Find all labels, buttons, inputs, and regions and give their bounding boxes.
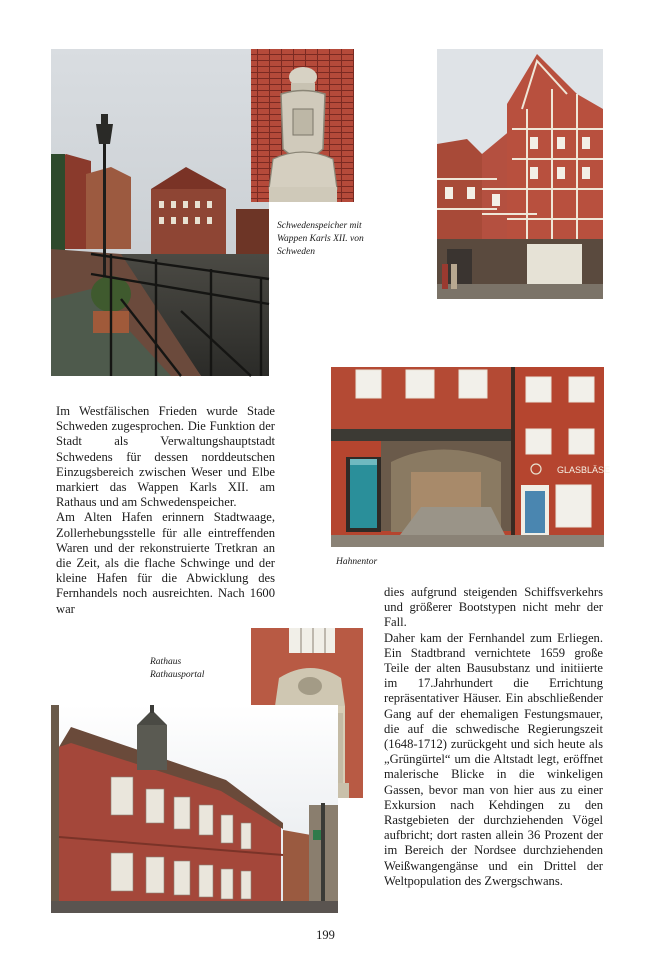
caption-schwedenspeicher: Schwedenspeicher mit Wappen Karls XII. von Schweden: [277, 221, 364, 257]
photo-alter-hafen: [51, 49, 269, 376]
body-text-left: [56, 404, 275, 617]
caption-hahnentor: Hahnentor: [336, 557, 378, 567]
body-text-right: [384, 585, 603, 889]
caption-rathaus: Rathaus Rathausportal: [150, 657, 205, 680]
paragraph: dies aufgrund steigenden Schiffsverkehrs und größerer Bootstypen nicht mehr der Fall.: [384, 585, 603, 630]
photo-rathaus: [51, 705, 338, 913]
photo-fachwerkhaeuser: [437, 49, 603, 299]
photo-wappen-schwedenspeicher: [251, 49, 354, 202]
glasblaeser-sign: GLASBLÄSE: [557, 465, 611, 475]
page-number: 199: [316, 928, 335, 942]
paragraph: Im Westfälischen Frieden wurde Stade Schweden zugesprochen. Die Funktion der Stadt als Verwaltungshauptstadt Schwedens für dessen norddeutschen Einzugsbereich zwischen Weser und Elbe markiert das Wappen Karls XII. am Rathaus und am Schwedenspeicher.: [56, 404, 275, 510]
photo-hahnentor: [331, 367, 611, 547]
paragraph: Am Alten Hafen erinnern Stadtwaage, Zollerhebungsstelle für alle eintreffenden Waren und der rekonstruierte Tretkran an die Zeit, als die flache Schwinge und der kleine Hafen für die Abwicklung des Fernhandels noch ausreichten. Nach 1600 war: [56, 510, 275, 616]
paragraph: Daher kam der Fernhandel zum Erliegen. Ein Stadtbrand vernichtete 1659 große Teile der alten Bausubstanz und initiierte im 17.Jahrhundert die Errichtung repräsentativer Häuser. Ein abschließender Gang auf der ehemaligen Festungsmauer, die auf die schwedische Regierungszeit (1648-1712) zurückgeht und sich heute als „Grüngürtel“ um die Altstadt legt, eröffnet malerische Blicke in die winkeligen Gassen, bevor man von hier aus zu einer Exkursion nach Kehdingen zu den Rastgebieten der durchziehenden Vögel aufbricht; dort rasten allein 36 Prozent der im Bereich der Nordsee durchziehenden Weißwangengänse und ein Drittel der Weltpopulation des Zwergschwans.: [384, 630, 603, 888]
